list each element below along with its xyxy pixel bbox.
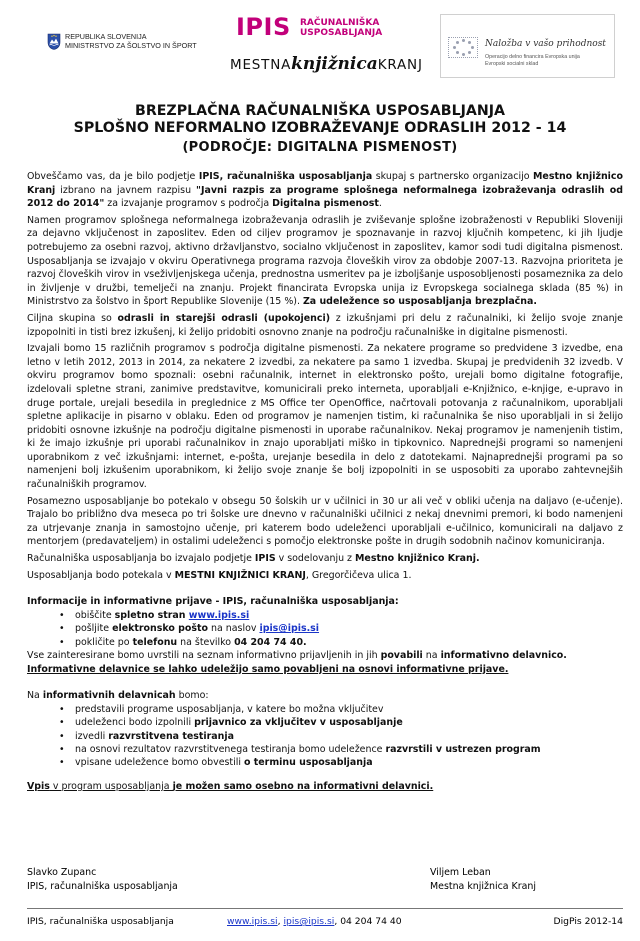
- footer-email-link[interactable]: ipis@ipis.si: [283, 916, 335, 927]
- ipis-logo: [236, 15, 416, 45]
- info-item-phone: [61, 636, 623, 649]
- workshop-item: [61, 743, 623, 756]
- text-run: na: [422, 650, 441, 662]
- text-run: skupaj s partnersko organizacijo: [372, 171, 534, 182]
- text-run-bold: IPIS, računalniška usposabljanja: [198, 171, 373, 182]
- workshop-item: [61, 716, 623, 729]
- ipis-logo-small: [300, 18, 430, 38]
- library-logo-part2: knjižnica: [291, 54, 378, 74]
- text-run: predstavili programe usposabljanja, v katere bo možna vključitev: [75, 703, 384, 715]
- workshop-list: [61, 703, 623, 770]
- info-note: [27, 649, 623, 663]
- text-run: Ciljna skupina so: [27, 312, 118, 324]
- website-link[interactable]: www.ipis.si: [188, 609, 250, 621]
- text-run-bold: informativno delavnico.: [440, 650, 567, 662]
- text-run-bold: Informacije in informativne prijave - IPIS, računalniška usposabljanja:: [27, 596, 399, 608]
- enrollment-note: [27, 780, 623, 794]
- library-logo-part1: MESTNA: [230, 57, 292, 73]
- text-run: pokličite po: [75, 636, 133, 648]
- ipis-logo-line1: RAČUNALNIŠKA: [300, 18, 380, 28]
- signer-name-right: Viljem Leban: [430, 867, 491, 878]
- signer-org-right: Mestna knjižnica Kranj: [430, 881, 537, 892]
- signature-right: [430, 866, 536, 894]
- text-run-bold: IPIS: [254, 553, 276, 565]
- info-note-underlined: [27, 663, 623, 677]
- phone-number: 04 204 74 40.: [234, 636, 307, 648]
- coat-of-arms-icon: [47, 33, 61, 50]
- email-link[interactable]: ipis@ipis.si: [259, 623, 320, 635]
- info-list: [61, 609, 623, 649]
- text-run-bold: razvrstili v ustrezen program: [385, 744, 541, 756]
- text-run-bold: odrasli in starejši odrasli (upokojenci): [117, 312, 331, 324]
- text-run: Obveščamo vas, da je bilo podjetje: [27, 171, 199, 182]
- signature-left: [27, 866, 178, 894]
- text-run: na številko: [177, 636, 235, 648]
- document-title-line1: BREZPLAČNA RAČUNALNIŠKA USPOSABLJANJA: [135, 103, 505, 119]
- paragraph-intro: [27, 170, 623, 211]
- paragraph-purpose: [27, 214, 623, 309]
- text-run: Računalniška usposabljanja bo izvajalo podjetje: [27, 553, 255, 565]
- text-run: udeleženci bodo izpolnili: [75, 717, 195, 729]
- text-run-bold: povabili: [380, 650, 423, 662]
- text-run-bold: razvrstitvena testiranja: [108, 730, 234, 742]
- footer-website-link[interactable]: www.ipis.si: [227, 916, 278, 927]
- document-title-line3: (PODROČJE: DIGITALNA PISMENOST): [182, 140, 458, 155]
- text-run-bold: telefonu: [132, 636, 178, 648]
- library-logo: [230, 54, 423, 74]
- text-run: v sodelovanju z: [275, 553, 356, 565]
- text-run-bold: Mestno knjižnico Kranj.: [355, 553, 480, 565]
- text-run-bold: informativnih delavnicah: [42, 690, 176, 702]
- text-run-bold: Digitalna pismenost: [272, 198, 379, 210]
- eu-subtext-line1: Operacijo delno financira Evropska unija: [485, 54, 580, 60]
- ministry-line2: MINISTRSTVO ZA ŠOLSTVO IN ŠPORT: [65, 41, 197, 50]
- signer-name-left: Slavko Zupanc: [27, 867, 97, 878]
- text-run-bold: elektronsko pošto: [112, 623, 209, 635]
- document-title-line2: SPLOŠNO NEFORMALNO IZOBRAŽEVANJE ODRASLIH 2012 - 14: [73, 120, 567, 136]
- text-run-bold: MESTNI KNJIŽNICI KRANJ: [174, 569, 306, 581]
- footer-contacts: [227, 916, 402, 927]
- paragraph-location: [27, 569, 623, 583]
- text-run-bold-underlined: je možen samo osebno na informativni delavnici.: [172, 780, 434, 792]
- text-run: Na: [27, 690, 43, 702]
- text-run: za izvajanje programov s področja: [104, 198, 273, 210]
- eu-flag-icon: [448, 37, 478, 58]
- ipis-logo-big: IPIS: [236, 13, 291, 41]
- info-heading: [27, 595, 623, 609]
- eu-logo-box: [440, 14, 615, 78]
- ministry-line1: REPUBLIKA SLOVENIJA: [65, 32, 147, 41]
- library-logo-part3: KRANJ: [377, 57, 423, 73]
- document-body: [27, 170, 623, 796]
- page-header: [0, 0, 640, 100]
- paragraph-schedule: Posamezno usposabljanje bo potekalo v obsegu 50 šolskih ur v učilnici in 30 ur ali več v obliki učenja na daljavo (e-učenje). Trajalo bo približno dva meseca po tri šolske ure dnevno v računalniški učilnici z nekaj dnevnimi premori, ki bodo namenjeni za utrjevanje znanja in samostojno učenje, pri katerem bodo udeleženci uporabljali e-učilnico, komunicirali na daljavo z mentorjem (predavateljem) in ostalimi udeleženci s pomočjo elektronske pošte in drugih sodobnih načinov komuniciranja.: [27, 495, 623, 548]
- text-run: na osnovi rezultatov razvrstitvenega testiranja bomo udeležence: [75, 744, 386, 756]
- eu-subtext-line2: Evropski socialni sklad: [485, 60, 539, 67]
- text-run-bold: prijavnico za vključitev v usposabljanje: [194, 717, 403, 729]
- text-run: z izkušnjami pri delu z računalniki, ki želijo svoje znanje izpopolniti in tisti brez izkušenj, ki želijo pridobiti osnovno znanje na področju računalniške in digitalne pismenosti.: [27, 312, 623, 338]
- text-run: izvedli: [75, 730, 109, 742]
- text-run: bomo:: [175, 690, 209, 702]
- text-run: vpisane udeležence bomo obvestili: [75, 757, 244, 769]
- text-run-underlined: v program usposabljanja: [49, 780, 173, 792]
- eu-slogan: Naložba v vašo prihodnost: [485, 39, 606, 49]
- footer-separator: ,: [277, 916, 284, 927]
- paragraph-programs: Izvajali bomo 15 različnih programov s področja digitalne pismenosti. Za nekatere programe so predvidene 3 izvedbe, ena letno v letih 2012, 2013 in 2014, za nekatere 2 izvedbi, za nekatere pa samo 1 izvedba. Skupaj je predvidenih 32 izvedb. V okviru programov bomo spoznali: osebni računalnik, internet in elektronsko pošto, urejali bomo digitalne fotografije, izdelovali spletne strani, zanimive predstavitve, komunicirali preko interneta, uporabljali e-Knjižnico, e-knjige, e-upravo in druge portale, urejali besedila in preglednice z MS Office ter OpenOffice, načrtovali potovanja z računalnikom, uporabljali spletne aplikacije in pisarno v oblaku. Eden od programov je namenjen tistim, ki računalnika še niso uporabljali in si želijo pridobiti osnovne izkušnje na področju digitalne pismenosti in uporabe računalnikov. Nekaj programov je namenjenih tistim, ki že imajo izkušnje pri uporabi računalnikov in znajo uporabljati miško in tipkovnico. Naprednejši programi so namenjeni uporabnikom z več izkušnjami: internet, e-pošta, urejanje besedila in delo z datotekami. Najnaprednejši programi pa so namenjeni bolj izkušenim uporabnikom, ki želijo svoje znanje še bolj izpopolniti in se usposobiti za uporabo zahtevnejših računalniških programov.: [27, 343, 623, 491]
- workshop-item: [61, 730, 623, 743]
- text-run-bold: o terminu usposabljanja: [244, 757, 373, 769]
- text-run-bold: spletno stran: [114, 609, 189, 621]
- ministry-text: [65, 32, 265, 50]
- workshop-item: [61, 703, 623, 716]
- text-run-bold: "Javni razpis za programe splošnega neformalnega izobraževanja odraslih od 2012 do 2014": [27, 184, 623, 210]
- text-run-bold: Mestno knjižnico Kranj: [27, 171, 623, 196]
- workshop-heading: [27, 689, 623, 703]
- footer-company: IPIS, računalniška usposabljanja: [27, 916, 174, 927]
- text-run: izbrano na javnem razpisu: [55, 184, 197, 196]
- ipis-logo-line2: USPOSABLJANJA: [300, 28, 383, 38]
- text-run: .: [378, 198, 382, 210]
- text-run: Vse zainteresirane bomo uvrstili na seznam informativno prijavljenih in jih: [27, 650, 381, 662]
- text-run: na naslov: [208, 623, 260, 635]
- info-item-website: [61, 609, 623, 622]
- text-run: Namen programov splošnega neformalnega izobraževanja odraslih je zviševanje splošne izobraženosti v Republiki Sloveniji za dejavno vključenost in zaposlitev. Eden od ciljev programov je spoznavanje in razvoj ključnih kompetenc, ki jih ljudje potrebujemo za osebni razvoj, aktivno državljanstvo, socialno vključenost in zaposlitev, kamor sodi tudi digitalna pismenost. Usposabljanja se izvajajo v okviru Operativnega programa razvoja človeških virov za obdobje 2007-13. Razvojna prioriteta je razvoj človeških virov in vseživljenjskega učenja, prednostna usmeritev pa je izboljšanje usposobljenosti posameznika za delo in življenje v družbi, temelječi na znanju. Projekt financirata Evropska unija iz Evropskega socialnega sklada (85 %) in Ministrstvo za šolstvo in šport Republike Slovenije (15 %).: [27, 214, 623, 308]
- paragraph-provider: [27, 552, 623, 566]
- text-run-bold-underlined: Vpis: [27, 780, 50, 792]
- text-run: , Gregorčičeva ulica 1.: [305, 569, 412, 581]
- eu-subtext: [485, 54, 613, 67]
- info-item-email: [61, 622, 623, 635]
- signer-org-left: IPIS, računalniška usposabljanja: [27, 881, 178, 892]
- workshop-item: [61, 756, 623, 769]
- text-run: obiščite: [75, 609, 115, 621]
- footer-divider: [27, 908, 623, 909]
- text-run-bold: Za udeležence so usposabljanja brezplačna.: [302, 296, 537, 308]
- text-run-bold-underlined: Informativne delavnice se lahko udeležijo samo povabljeni na osnovi informativne prijave.: [27, 663, 509, 675]
- text-run: pošljite: [75, 623, 113, 635]
- footer-phone: , 04 204 74 40: [334, 916, 402, 927]
- text-run: Usposabljanja bodo potekala v: [27, 569, 175, 581]
- footer-doc-code: DigPis 2012-14: [553, 916, 623, 927]
- paragraph-target-group: [27, 312, 623, 339]
